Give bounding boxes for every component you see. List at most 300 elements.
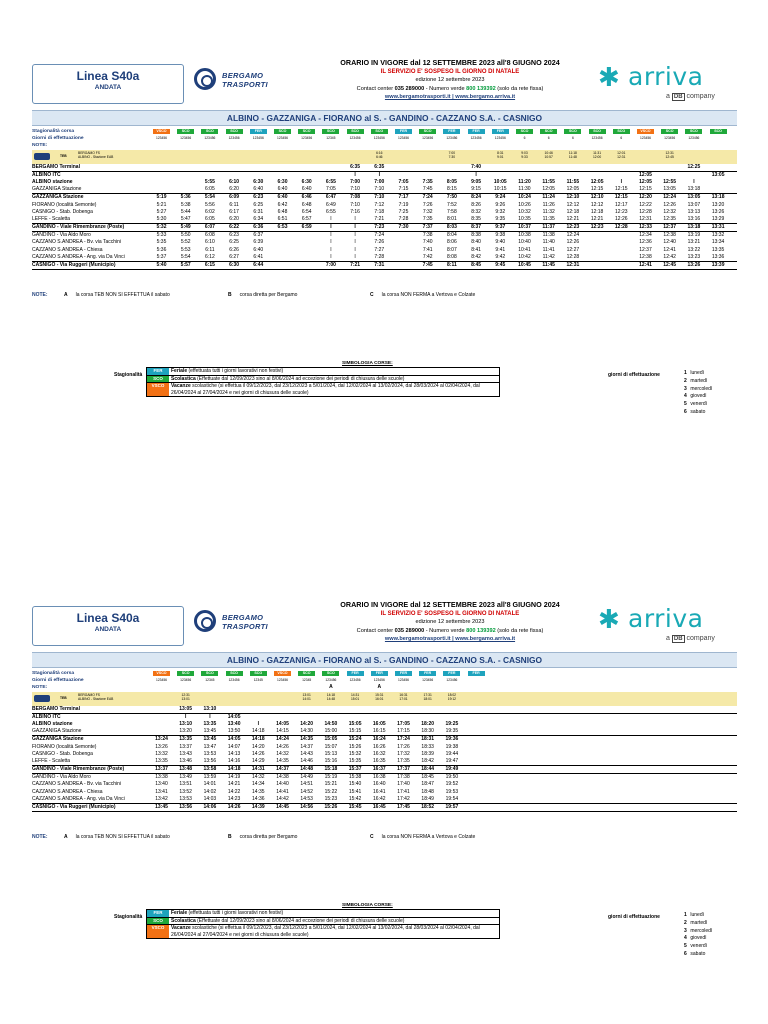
time-cell: 123456 bbox=[446, 678, 458, 683]
time-cell: 6:35 bbox=[374, 163, 385, 170]
time-cell: 13:52 bbox=[179, 788, 192, 795]
time-cell: 16:32 bbox=[373, 750, 386, 757]
time-cell: 14:38 bbox=[276, 774, 289, 781]
time-cell: 7:10 bbox=[374, 186, 385, 193]
time-cell bbox=[467, 670, 486, 677]
time-cell: 123456 bbox=[252, 136, 264, 141]
time-cell: 12:15 bbox=[615, 186, 628, 193]
season-tag: SCO bbox=[298, 671, 315, 676]
season-tag: VSCO bbox=[274, 671, 291, 676]
time-cell: 16:37 bbox=[372, 766, 386, 773]
time-cell: 123456 bbox=[155, 678, 167, 683]
time-cell: 12:22 bbox=[639, 201, 652, 208]
time-cell: 6:57 bbox=[301, 215, 312, 222]
table-row bbox=[32, 677, 737, 684]
time-cell: 9:42 bbox=[495, 253, 506, 260]
time-cell: 8:41 bbox=[471, 246, 481, 253]
time-cell: 9:35 bbox=[495, 215, 506, 222]
time-cell: I bbox=[354, 232, 356, 239]
time-cell: 11:20 bbox=[518, 178, 531, 185]
time-cell: 12:28 bbox=[614, 224, 628, 231]
time-cell: 6:07 bbox=[204, 224, 215, 231]
table-row bbox=[32, 804, 737, 812]
time-cell: 13:20 bbox=[179, 728, 192, 735]
time-cell: 6:34 bbox=[253, 215, 264, 222]
time-cell: 6:40 bbox=[277, 186, 288, 193]
time-cell: 7:08 bbox=[350, 194, 361, 201]
season-tag: SCO bbox=[201, 671, 218, 676]
time-cell: 6 bbox=[620, 136, 623, 141]
teb-time: 16:31 17:01 bbox=[399, 692, 408, 702]
time-cell: 123456 bbox=[349, 136, 361, 141]
time-cell: 13:37 bbox=[155, 766, 168, 773]
time-cell: 16:35 bbox=[373, 757, 386, 764]
time-cell: 12:23 bbox=[590, 224, 604, 231]
season-tag: VSCO bbox=[153, 129, 170, 134]
time-cell: 17:15 bbox=[397, 728, 410, 735]
time-cell: 5:33 bbox=[156, 232, 167, 239]
time-cell bbox=[176, 670, 195, 677]
time-cell: 6:20 bbox=[229, 186, 239, 193]
time-cell: 7:05 bbox=[398, 178, 409, 185]
teb-row bbox=[32, 692, 737, 706]
time-cell: 14:41 bbox=[276, 788, 289, 795]
day-item: 4 giovedì bbox=[684, 935, 707, 942]
time-cell bbox=[539, 128, 558, 135]
time-cell: 14:51 bbox=[300, 781, 313, 788]
time-cell: 6:27 bbox=[229, 253, 239, 260]
time-cell: 15:42 bbox=[348, 795, 362, 802]
suspension-text: IL SERVIZIO E' SOSPESO IL GIORNO DI NATALE bbox=[380, 68, 520, 75]
day-item: 1 lunedì bbox=[684, 370, 705, 376]
season-tag: SCO bbox=[274, 129, 291, 134]
time-cell: 6:09 bbox=[229, 194, 240, 201]
row-label: ALBINO ITC bbox=[32, 713, 61, 720]
time-cell: 13:53 bbox=[179, 795, 192, 802]
time-cell bbox=[273, 670, 292, 677]
route-title: ALBINO - GAZZANIGA - FIORANO al S. - GANDINO - CAZZANO S.A. - CASNIGO bbox=[32, 110, 737, 126]
time-cell: 12:38 bbox=[663, 232, 676, 239]
season-tag: SCO bbox=[322, 671, 339, 676]
time-cell: 14:15 bbox=[276, 728, 289, 735]
time-cell: 13:26 bbox=[687, 262, 701, 268]
time-cell: 6:36 bbox=[253, 224, 264, 231]
time-cell: I bbox=[354, 171, 356, 178]
time-cell: 14:13 bbox=[227, 750, 241, 757]
time-cell bbox=[418, 128, 437, 135]
time-cell: 18:33 bbox=[421, 743, 434, 750]
time-cell: 13:35 bbox=[711, 246, 725, 253]
season-tag: FER bbox=[492, 129, 509, 134]
time-cell: 10:05 bbox=[493, 178, 507, 185]
time-cell: 13:23 bbox=[687, 253, 701, 260]
time-cell: 8:05 bbox=[446, 178, 457, 185]
season-tag: FER bbox=[395, 671, 412, 676]
season-tag: SCO bbox=[613, 129, 630, 134]
time-cell bbox=[563, 128, 582, 135]
time-cell: 5:21 bbox=[156, 201, 167, 208]
row-label: LEFFE - Scaletta bbox=[32, 215, 71, 222]
table-row bbox=[32, 232, 737, 239]
time-cell: 12:15 bbox=[639, 186, 652, 193]
time-cell bbox=[636, 128, 655, 135]
time-cell: 6:30 bbox=[253, 178, 264, 185]
time-cell: 6:40 bbox=[253, 186, 264, 193]
time-cell: 7:40 bbox=[422, 239, 433, 246]
time-cell: 6:26 bbox=[229, 246, 239, 253]
time-cell: 10:35 bbox=[518, 215, 531, 222]
time-cell: 12:45 bbox=[663, 262, 677, 268]
time-cell: 8:01 bbox=[447, 215, 457, 222]
time-cell: 12:26 bbox=[663, 201, 676, 208]
edition-text: edizione 12 settembre 2023 bbox=[415, 77, 485, 84]
time-cell: 12:21 bbox=[566, 215, 580, 222]
season-tag: SCO bbox=[226, 129, 243, 134]
row-label: ALBINO ITC bbox=[32, 171, 61, 178]
time-cell: 14:05 bbox=[227, 736, 241, 743]
time-cell: 12:40 bbox=[663, 239, 676, 246]
time-cell: 14:18 bbox=[252, 728, 265, 735]
teb-time: 18:02 19:12 bbox=[447, 692, 457, 702]
time-cell: 7:40 bbox=[471, 163, 482, 170]
time-cell: 6:54 bbox=[301, 208, 312, 215]
time-cell: 6:47 bbox=[325, 194, 336, 201]
time-cell: 7:52 bbox=[447, 201, 457, 208]
table-row bbox=[32, 721, 737, 728]
time-cell: 6:30 bbox=[301, 178, 312, 185]
time-cell: 11:30 bbox=[518, 186, 531, 193]
time-cell: 13:58 bbox=[203, 766, 217, 773]
time-cell: 6:53 bbox=[277, 224, 288, 231]
table-row bbox=[32, 758, 737, 766]
time-cell: 6:39 bbox=[253, 239, 264, 246]
time-cell: 12:24 bbox=[566, 232, 580, 239]
time-cell: 13:38 bbox=[155, 774, 168, 781]
time-cell: 13:18 bbox=[711, 194, 725, 201]
teb-time: 6:16 6:46 bbox=[376, 150, 383, 160]
time-cell: 8:08 bbox=[447, 253, 457, 260]
time-cell: 13:32 bbox=[155, 750, 168, 757]
time-cell: 14:32 bbox=[252, 774, 265, 781]
time-cell: 7:28 bbox=[398, 215, 409, 222]
time-cell: 19:25 bbox=[445, 720, 459, 727]
time-cell: 19:44 bbox=[445, 750, 459, 757]
time-cell: 12345 bbox=[326, 136, 336, 141]
time-cell: 7:21 bbox=[374, 215, 385, 222]
time-cell: 12345 bbox=[302, 678, 312, 683]
table-row bbox=[32, 128, 737, 135]
time-cell: 6:11 bbox=[205, 246, 215, 253]
timetable-grid-1 bbox=[32, 128, 737, 270]
season-tag: SCO bbox=[516, 129, 533, 134]
teb-time: 14:18 14:48 bbox=[326, 692, 336, 702]
row-label: ALBINO stazione bbox=[32, 178, 73, 185]
time-cell: 123456 bbox=[325, 678, 337, 683]
season-tag: FER bbox=[419, 671, 436, 676]
time-cell: 13:40 bbox=[227, 720, 241, 727]
time-cell: 14:21 bbox=[227, 781, 241, 788]
time-cell: 6:23 bbox=[229, 232, 239, 239]
time-cell: 16:41 bbox=[373, 788, 386, 795]
time-cell: 12:42 bbox=[663, 253, 676, 260]
time-cell: 13:10 bbox=[203, 705, 217, 712]
time-cell: 17:05 bbox=[397, 720, 410, 727]
time-cell: I bbox=[475, 171, 477, 178]
row-label: CAZZANO S.ANDREA - Ang. via Da Vinci bbox=[32, 253, 125, 260]
time-cell: 13:34 bbox=[711, 239, 725, 246]
time-cell: 6 bbox=[571, 136, 574, 141]
time-cell: 11:35 bbox=[542, 215, 555, 222]
row-label: LEFFE - Scaletta bbox=[32, 757, 71, 764]
time-cell bbox=[491, 128, 510, 135]
time-cell: 12:27 bbox=[566, 246, 580, 253]
time-cell: 10:42 bbox=[518, 253, 531, 260]
time-cell: 14:56 bbox=[300, 804, 314, 810]
season-tag: SCO bbox=[298, 129, 315, 134]
time-cell: 7:17 bbox=[398, 194, 409, 201]
time-cell: 15:23 bbox=[324, 795, 338, 802]
time-cell: 8:37 bbox=[471, 224, 482, 231]
time-cell: 12345 bbox=[253, 678, 263, 683]
time-cell: 15:40 bbox=[348, 781, 362, 788]
time-cell: 12:15 bbox=[590, 186, 604, 193]
time-cell: 14:05 bbox=[227, 713, 241, 720]
teb-time: 15:31 16:01 bbox=[375, 692, 384, 702]
time-cell: 9:37 bbox=[495, 224, 506, 231]
time-cell bbox=[442, 670, 461, 677]
time-cell: 7:27 bbox=[374, 246, 385, 253]
time-cell: 6:10 bbox=[205, 239, 215, 246]
time-cell: 6:37 bbox=[253, 232, 264, 239]
time-cell: 13:48 bbox=[179, 766, 193, 773]
time-cell: 12:05 bbox=[542, 186, 555, 193]
time-cell: 17:26 bbox=[397, 743, 410, 750]
row-label: CAZZANO S.ANDREA - Chiesa bbox=[32, 246, 103, 253]
table-row bbox=[32, 254, 737, 262]
time-cell: 14:37 bbox=[300, 743, 313, 750]
day-item: 6 sabato bbox=[684, 408, 706, 415]
time-cell: 13:05 bbox=[663, 186, 676, 193]
time-cell: 13:16 bbox=[687, 215, 701, 222]
day-item: 5 venerdì bbox=[684, 943, 708, 950]
header-info bbox=[300, 59, 600, 102]
website-links[interactable]: www.bergamotrasporti.it | www.bergamo.arriva.it bbox=[384, 636, 516, 643]
time-cell: 13:32 bbox=[711, 232, 725, 239]
table-row bbox=[32, 186, 737, 194]
line-title-box bbox=[32, 606, 184, 646]
legend-box: FER Feriale (effettuata tutti i giorni lavorativi non festivi) SCO Scolastica (Effettuate dal 12/09/2023 sino al 8/06/2024 ad eccezione dei periodi di chiusura delle scuole) VSCO Vacanze scolastiche (si effettua il 09/12/2023, dal 23/12/2023 a 5/01/2024, dal 12/02/2024 al 13/02/2024, dal 28/03/2024 al 02/04/2024, dal 26/04/2024 al 27/04/2024 e nei giorni di chiusura delle scuole) bbox=[146, 909, 500, 939]
time-cell: 12:12 bbox=[590, 201, 604, 208]
time-cell: 123456 bbox=[228, 678, 240, 683]
time-cell: 12:41 bbox=[663, 246, 676, 253]
time-cell: 17:42 bbox=[397, 795, 410, 802]
line-direction: ANDATA bbox=[94, 626, 122, 633]
row-label: Giorni di effettuazione bbox=[32, 678, 84, 684]
time-cell: 123456 bbox=[446, 136, 458, 141]
time-cell bbox=[684, 128, 703, 135]
time-cell: 14:37 bbox=[276, 766, 289, 773]
row-label: FIORANO (località Semonte) bbox=[32, 743, 97, 750]
time-cell: 6:35 bbox=[350, 163, 361, 170]
time-cell: 9:15 bbox=[471, 186, 481, 193]
time-cell: 13:43 bbox=[179, 750, 192, 757]
time-cell: 9:32 bbox=[495, 208, 506, 215]
time-cell: 6:44 bbox=[253, 262, 264, 268]
time-cell: 10:32 bbox=[518, 208, 531, 215]
time-cell: 14:35 bbox=[300, 736, 314, 743]
time-cell: 123456 bbox=[688, 136, 700, 141]
time-cell: 14:36 bbox=[252, 795, 265, 802]
time-cell: 12:26 bbox=[566, 239, 580, 246]
time-cell: 14:26 bbox=[276, 743, 289, 750]
time-cell: 14:18 bbox=[227, 766, 241, 773]
time-cell: 13:26 bbox=[155, 743, 168, 750]
time-cell: 6:59 bbox=[301, 224, 312, 231]
row-label: FIORANO (località Semonte) bbox=[32, 201, 97, 208]
row-label: CAZZANO S.ANDREA - Bv. via Tacchini bbox=[32, 239, 122, 246]
time-cell: 5:36 bbox=[156, 246, 167, 253]
table-row bbox=[32, 670, 737, 677]
table-row bbox=[32, 774, 737, 781]
bergamo-trasporti-logo bbox=[194, 66, 284, 98]
time-cell: 15:35 bbox=[348, 757, 362, 764]
time-cell: 7:35 bbox=[422, 178, 433, 185]
table-row bbox=[32, 194, 737, 201]
season-tag: FER bbox=[443, 671, 460, 676]
time-cell: 12:18 bbox=[590, 208, 604, 215]
time-cell bbox=[394, 128, 413, 135]
days-list bbox=[684, 370, 712, 417]
time-cell: 123456 bbox=[204, 136, 216, 141]
time-cell: 123456 bbox=[155, 136, 167, 141]
time-cell: 17:32 bbox=[397, 750, 410, 757]
time-cell: 10:45 bbox=[518, 262, 531, 268]
time-cell: 7:41 bbox=[422, 246, 433, 253]
bergamo-logo-icon bbox=[194, 68, 216, 90]
time-cell: 11:42 bbox=[542, 253, 555, 260]
row-label: BERGAMO Terminal bbox=[32, 163, 80, 170]
validity-text: ORARIO IN VIGORE dal 12 SETTEMBRE 2023 all'8 GIUGNO 2024 bbox=[340, 58, 560, 67]
time-cell: 6:40 bbox=[301, 186, 312, 193]
time-cell: 18:42 bbox=[421, 757, 434, 764]
teb-time: 10:46 10:57 bbox=[544, 150, 553, 160]
time-cell: I bbox=[354, 239, 356, 246]
time-cell: 15:13 bbox=[324, 750, 338, 757]
time-cell: 13:26 bbox=[711, 208, 725, 215]
time-cell: I bbox=[330, 246, 332, 253]
time-cell: 12:41 bbox=[639, 262, 652, 268]
table-row bbox=[32, 239, 737, 246]
time-cell: 123456 bbox=[349, 678, 361, 683]
time-cell: 6:46 bbox=[301, 194, 312, 201]
table-row bbox=[32, 164, 737, 172]
time-cell: I bbox=[330, 224, 332, 231]
time-cell: 7:38 bbox=[422, 232, 433, 239]
time-cell: 13:51 bbox=[179, 781, 192, 788]
time-cell: 13:35 bbox=[155, 757, 168, 764]
time-cell: 6:55 bbox=[325, 178, 336, 185]
time-cell: 11:41 bbox=[542, 246, 555, 253]
time-cell: 15:26 bbox=[348, 743, 362, 750]
time-cell: 19:50 bbox=[445, 774, 459, 781]
time-cell: 8:40 bbox=[471, 239, 481, 246]
table-row bbox=[32, 202, 737, 209]
time-cell: 7:10 bbox=[350, 186, 360, 193]
time-cell: 12:31 bbox=[639, 215, 652, 222]
teb-row bbox=[32, 150, 737, 164]
time-cell: 14:26 bbox=[227, 804, 241, 810]
time-cell: 13:45 bbox=[155, 804, 168, 810]
time-cell bbox=[273, 128, 292, 135]
time-cell: 18:52 bbox=[421, 804, 435, 810]
timetable-grid-2 bbox=[32, 670, 737, 812]
time-cell: A bbox=[377, 684, 382, 691]
time-cell: 17:24 bbox=[397, 736, 410, 743]
time-cell: 17:38 bbox=[397, 774, 410, 781]
time-cell: 6:02 bbox=[205, 208, 215, 215]
time-cell: 9:38 bbox=[495, 232, 506, 239]
row-label: CASNIGO - Via Ruggeri (Municipio) bbox=[32, 804, 116, 810]
time-cell: 12:25 bbox=[687, 163, 701, 170]
logo-text-2: TRASPORTI bbox=[222, 80, 268, 89]
time-cell: 7:25 bbox=[398, 208, 409, 215]
row-label: BERGAMO Terminal bbox=[32, 705, 80, 712]
time-cell: 6:10 bbox=[229, 178, 240, 185]
time-cell: 123456 bbox=[664, 136, 676, 141]
line-name: Linea S40a bbox=[76, 611, 140, 625]
time-cell: 13:45 bbox=[203, 728, 217, 735]
time-cell: 19:57 bbox=[445, 804, 459, 810]
time-cell: 9:26 bbox=[495, 201, 506, 208]
line-name: Linea S40a bbox=[76, 69, 140, 83]
row-label: GANDINO - Viale Rimembranze (Poste) bbox=[32, 224, 125, 231]
time-cell: 13:41 bbox=[155, 788, 168, 795]
season-tag: SCO bbox=[540, 129, 557, 134]
time-cell: 7:31 bbox=[374, 262, 385, 268]
website-links[interactable]: www.bergamotrasporti.it | www.bergamo.arriva.it bbox=[384, 94, 516, 101]
time-cell: 14:20 bbox=[252, 743, 265, 750]
time-cell: 18:20 bbox=[421, 720, 435, 727]
time-cell: 9:40 bbox=[495, 239, 506, 246]
season-tag: VSCO bbox=[153, 671, 170, 676]
season-tag: FER bbox=[468, 671, 485, 676]
time-cell: 5:30 bbox=[156, 215, 167, 222]
time-cell: 7:30 bbox=[398, 224, 409, 231]
season-tag: SCO bbox=[589, 129, 606, 134]
table-row bbox=[32, 262, 737, 270]
time-cell: 14:05 bbox=[276, 720, 289, 727]
time-cell: 7:37 bbox=[422, 224, 433, 231]
time-cell: 13:05 bbox=[711, 171, 725, 178]
time-cell bbox=[200, 128, 219, 135]
time-cell: 7:32 bbox=[422, 208, 433, 215]
time-cell: 14:22 bbox=[227, 788, 241, 795]
time-cell: I bbox=[330, 215, 332, 222]
time-cell: 11:40 bbox=[542, 239, 555, 246]
time-cell: 5:57 bbox=[180, 262, 191, 268]
season-tag: FER bbox=[347, 671, 364, 676]
time-cell bbox=[321, 128, 340, 135]
day-item: 4 giovedì bbox=[684, 393, 707, 400]
time-cell: I bbox=[184, 713, 187, 720]
time-cell: 123456 bbox=[397, 678, 409, 683]
time-cell: 14:16 bbox=[227, 757, 241, 764]
time-cell: 7:10 bbox=[374, 194, 385, 201]
time-cell: 10:40 bbox=[518, 239, 531, 246]
time-cell: 5:53 bbox=[180, 246, 191, 253]
time-cell: 12:37 bbox=[639, 246, 652, 253]
time-cell: 7:10 bbox=[350, 201, 360, 208]
